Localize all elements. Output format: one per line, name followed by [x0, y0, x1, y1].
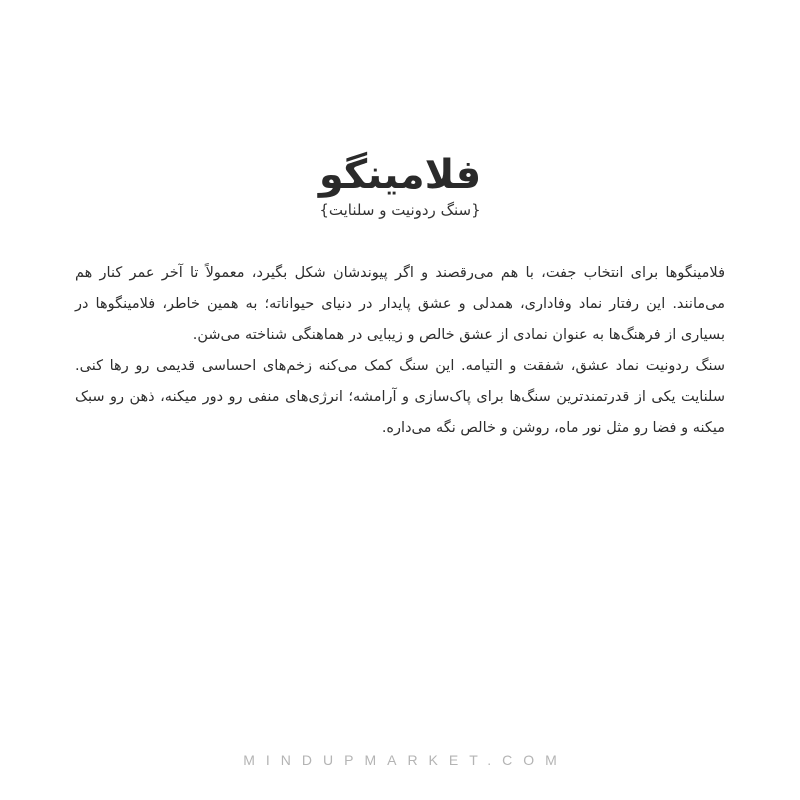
- footer-brand: MINDUPMARKET.COM: [243, 752, 568, 768]
- body-text: [75, 258, 725, 444]
- page-title: فلامینگو: [318, 151, 482, 198]
- page-subtitle: {سنگ ردونیت و سلنایت}: [319, 201, 481, 219]
- paragraph-flamingo: فلامینگوها برای انتخاب جفت، با هم می‌رقصند و اگر پیوندشان شکل بگیرد، معمولاً تا آخر عمر کنار هم می‌مانند. این رفتار نماد وفاداری، همدلی و عشق پایدار در دنیای حیواناته؛ به همین خاطر، فلامینگوها در بسیاری از فرهنگ‌ها به عنوان نمادی از عشق خالص و زیبایی در هماهنگی شناخته می‌شن.: [75, 265, 725, 343]
- paragraph-stones: سنگ ردونیت نماد عشق، شفقت و التیامه. این سنگ کمک می‌کنه زخم‌های احساسی قدیمی رو رها کنی. سلنایت یکی از قدرتمندترین سنگ‌ها برای پاک‌سازی و آرامشه؛ انرژی‌های منفی رو دور میکنه، ذهن رو سبک میکنه و فضا رو مثل نور ماه، روشن و خالص نگه می‌داره.: [75, 358, 725, 436]
